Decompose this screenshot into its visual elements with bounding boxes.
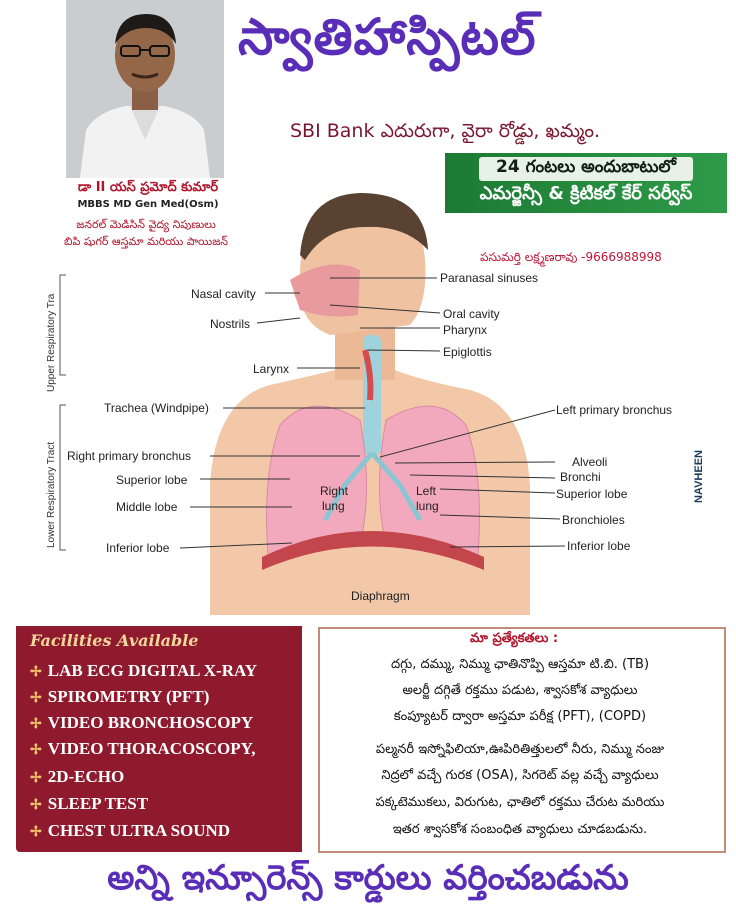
contact-person: పసుమర్తి లక్ష్మణరావు -9666988998	[480, 250, 662, 264]
facility-item	[30, 661, 257, 681]
hospital-title: స్వాతిహాస్పిటల్	[238, 8, 537, 66]
label-superior-lobe-right: Superior lobe	[556, 487, 628, 501]
label-left-lung-1: Left	[416, 484, 437, 498]
doctor-name: డా II యస్ ప్రమోద్ కుమార్	[77, 180, 219, 195]
label-trachea: Trachea (Windpipe)	[104, 401, 209, 415]
label-epiglottis: Epiglottis	[443, 345, 492, 359]
label-right-primary-bronchus: Right primary bronchus	[67, 449, 192, 463]
specialty-line: దగ్గు, దమ్ము, నిమ్ము ఛాతినొప్పి ఆస్తమా టి.బి. (TB)	[390, 657, 650, 672]
specialty-line: కంప్యూటర్ ద్వారా అస్తమా పరీక్ష (PFT), (COPD)	[393, 709, 647, 724]
facility-item	[30, 767, 124, 787]
upper-tract-label: Upper Respiratory Tra	[46, 293, 57, 392]
emergency-line-2: ఎమర్జెన్సీ & క్రిటికల్ కేర్ సర్వీస్	[479, 183, 693, 204]
specialty-line: నిద్రలో వచ్చే గురక (OSA), సిగరెట్ వల్ల వచ్చే వ్యాధులు	[381, 768, 659, 783]
facility-label: SPIROMETRY (PFT)	[47, 687, 210, 706]
label-right-lung-2: lung	[322, 499, 345, 513]
label-right-lung-1: Right	[320, 484, 349, 498]
doctor-specialty-line-1: జనరల్ మెడిసిన్ వైద్య నిపుణులు	[76, 218, 216, 231]
label-inferior-lobe-left: Inferior lobe	[106, 541, 170, 555]
bullet-icon: ✢	[30, 771, 42, 786]
facility-label: SLEEP TEST	[47, 794, 149, 813]
specialty-line: అలర్జీ దగ్గితే రక్తము పడుట, శ్వాసకోశ వ్యాధులు	[402, 683, 638, 698]
facility-item	[30, 739, 256, 759]
bullet-icon: ✢	[30, 717, 42, 732]
facility-label: VIDEO THORACOSCOPY,	[47, 739, 256, 758]
label-larynx: Larynx	[253, 362, 290, 376]
specialty-line: పక్కటెముకలు, విరుగుట, ఛాతిలో రక్తము చేరుట మరియు	[375, 795, 665, 810]
hospital-address: SBI Bank ఎదురుగా, వైరా రోడ్డు, ఖమ్మం.	[290, 120, 601, 142]
bullet-icon: ✢	[30, 798, 42, 813]
facility-label: 2D-ECHO	[47, 767, 125, 786]
facility-label: VIDEO BRONCHOSCOPY	[47, 713, 254, 732]
lower-tract-label: Lower Respiratory Tract	[46, 441, 57, 548]
label-bronchi: Bronchi	[560, 470, 601, 484]
brand-watermark: NAVHEEN	[693, 450, 705, 503]
label-superior-lobe-left: Superior lobe	[116, 473, 188, 487]
label-left-primary-bronchus: Left primary bronchus	[556, 403, 673, 417]
label-middle-lobe: Middle lobe	[116, 500, 178, 514]
emergency-line-1: 24 గంటలు అందుబాటులో	[479, 157, 693, 181]
label-bronchioles: Bronchioles	[562, 513, 625, 527]
insurance-footer: అన్ని ఇన్సూరెన్స్ కార్డులు వర్తించబడును	[107, 858, 629, 898]
bullet-icon: ✢	[30, 825, 42, 840]
doctor-specialty-line-2: బిపి షుగర్ ఆస్తమా మరియు పాయిజన్	[64, 235, 228, 248]
label-pharynx: Pharynx	[443, 323, 488, 337]
specialty-line: ఇతర శ్వాసకోశ సంబంధిత వ్యాధులు చూడబడును.	[392, 822, 648, 837]
facilities-title: Facilities Available	[30, 631, 199, 650]
doctor-degree: MBBS MD Gen Med(Osm)	[77, 199, 219, 210]
label-inferior-lobe-right: Inferior lobe	[567, 539, 631, 553]
label-alveoli: Alveoli	[572, 455, 608, 469]
bullet-icon: ✢	[30, 691, 42, 706]
facility-item	[30, 794, 148, 814]
facility-label: CHEST ULTRA SOUND	[47, 821, 231, 840]
label-oral-cavity: Oral cavity	[443, 307, 500, 321]
facility-item	[30, 821, 230, 841]
doctor-photo	[66, 0, 224, 178]
facility-label: LAB ECG DIGITAL X-RAY	[47, 661, 257, 680]
bullet-icon: ✢	[30, 743, 42, 758]
label-left-lung-2: lung	[416, 499, 439, 513]
label-diaphragm: Diaphragm	[351, 589, 410, 603]
doctor-portrait-image	[66, 0, 224, 178]
facility-item	[30, 687, 209, 707]
label-paranasal-sinuses: Paranasal sinuses	[440, 271, 539, 285]
specialty-line: పల్మనరీ ఇస్నోఫిలియా,ఊపిరితిత్తులలో నీరు, నిమ్ము నంజు	[375, 742, 665, 757]
specialties-title: మా ప్రత్యేకతలు :	[470, 631, 559, 646]
label-nasal-cavity: Nasal cavity	[191, 287, 256, 301]
facility-item	[30, 713, 253, 733]
label-nostrils: Nostrils	[210, 317, 251, 331]
bullet-icon: ✢	[30, 665, 42, 680]
